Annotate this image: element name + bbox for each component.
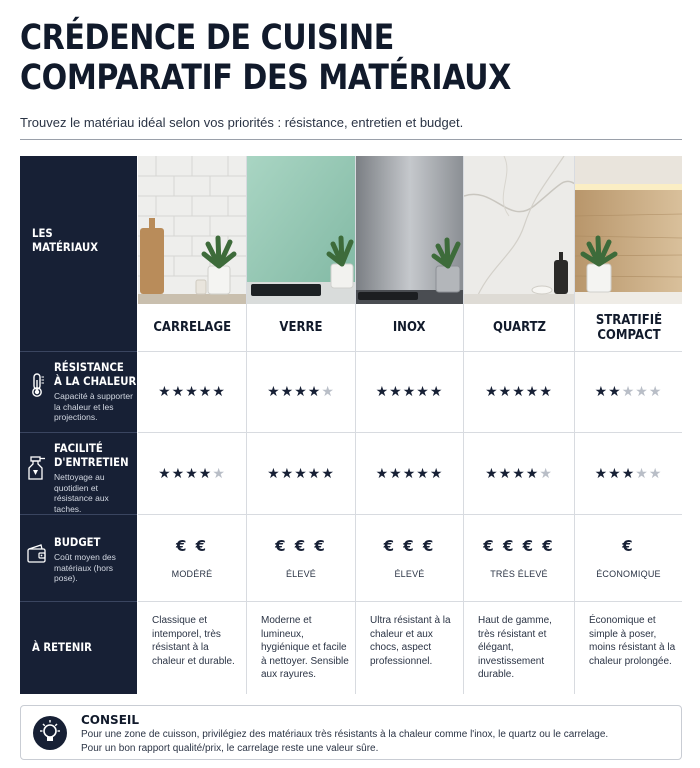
material-column-quartz	[464, 156, 575, 694]
star-filled-icon: ★	[158, 465, 172, 482]
material-note: Classique et intemporel, très résistant à la chaleur et durable.	[152, 615, 235, 667]
star-filled-icon: ★	[594, 465, 609, 482]
price-symbols: € € €	[383, 537, 436, 555]
cleaning-rating-quartz	[464, 433, 574, 515]
row-header-cleaning	[20, 433, 137, 515]
star-filled-icon: ★	[280, 384, 295, 400]
material-name: QUARTZ	[464, 304, 574, 352]
row-label-cleaning: FACILITÉ D'ENTRETIEN	[54, 441, 129, 469]
star-filled-icon: ★	[498, 465, 513, 482]
star-filled-icon: ★	[416, 465, 430, 482]
tip-line-1: Pour une zone de cuisson, privilégiez des matériaux très résistants à la chaleur comme l'inox, le quartz ou le carrelage.	[81, 729, 609, 740]
comparison-table	[20, 156, 682, 694]
cleaning-rating-verre	[247, 433, 355, 515]
star-filled-icon: ★	[608, 465, 622, 482]
material-name: INOX	[356, 304, 463, 352]
note-verre	[247, 602, 355, 694]
thermometer-icon	[26, 372, 48, 398]
star-empty-icon: ★	[635, 384, 649, 400]
star-filled-icon: ★	[512, 384, 526, 400]
star-filled-icon: ★	[525, 465, 540, 482]
star-filled-icon: ★	[498, 384, 513, 400]
photo-carrelage	[138, 156, 246, 304]
heat-rating-carrelage	[138, 352, 246, 433]
material-note: Moderne et lumineux, hygiénique et facile à nettoyer. Sensible aux rayures.	[261, 615, 349, 680]
title-line-2: COMPARATIF DES MATÉRIAUX	[20, 58, 511, 98]
price-symbols: € € € €	[483, 537, 555, 555]
star-filled-icon: ★	[267, 384, 281, 400]
star-filled-icon: ★	[621, 465, 636, 482]
star-filled-icon: ★	[198, 384, 213, 400]
star-filled-icon: ★	[294, 465, 308, 482]
row-header-heat	[20, 352, 137, 433]
tip-box	[20, 705, 682, 760]
star-filled-icon: ★	[594, 384, 609, 400]
row-header-materials	[20, 156, 137, 352]
heat-rating-verre	[247, 352, 355, 433]
star-empty-icon: ★	[621, 384, 636, 400]
star-filled-icon: ★	[294, 384, 308, 400]
note-carrelage	[138, 602, 246, 694]
row-desc-budget: Coût moyen des matériaux (hors pose).	[54, 552, 116, 583]
material-note: Économique et simple à poser, moins résistant à la chaleur prolongée.	[589, 615, 676, 667]
star-empty-icon: ★	[635, 465, 649, 482]
star-filled-icon: ★	[429, 465, 444, 482]
page-subtitle: Trouvez le matériau idéal selon vos priorités : résistance, entretien et budget.	[20, 115, 464, 130]
star-empty-icon: ★	[212, 465, 226, 482]
star-filled-icon: ★	[307, 384, 322, 400]
header-divider	[20, 139, 682, 140]
star-filled-icon: ★	[321, 465, 335, 482]
row-header-column	[20, 156, 137, 694]
price-level: ÉLEVÉ	[285, 569, 317, 579]
row-desc-cleaning: Nettoyage au quotidien et résistance aux taches.	[54, 472, 109, 514]
star-filled-icon: ★	[525, 384, 540, 400]
material-name: CARRELAGE	[138, 304, 246, 352]
price-symbols: € €	[175, 537, 209, 555]
star-filled-icon: ★	[402, 384, 417, 400]
star-filled-icon: ★	[389, 465, 403, 482]
material-note: Ultra résistant à la chaleur et aux chocs, aspect professionnel.	[370, 615, 451, 667]
material-note: Haut de gamme, très résistant et élégant, investissement durable.	[478, 615, 552, 680]
star-filled-icon: ★	[171, 465, 186, 482]
star-filled-icon: ★	[307, 465, 322, 482]
cleaning-rating-carrelage	[138, 433, 246, 515]
page-title	[20, 18, 680, 98]
star-rating	[356, 433, 463, 514]
heat-rating-quartz	[464, 352, 574, 433]
star-filled-icon: ★	[375, 384, 390, 400]
price-symbols: €	[622, 537, 635, 555]
tip-title: CONSEIL	[81, 713, 140, 727]
star-empty-icon: ★	[539, 465, 553, 482]
star-filled-icon: ★	[198, 465, 213, 482]
star-rating	[247, 433, 355, 514]
star-filled-icon: ★	[280, 465, 295, 482]
star-filled-icon: ★	[158, 384, 172, 400]
cleaning-rating-inox	[356, 433, 463, 515]
spray-bottle-icon	[26, 455, 48, 481]
lightbulb-icon	[33, 716, 67, 750]
row-header-budget	[20, 515, 137, 602]
material-name: STRATIFIÉ COMPACT	[575, 304, 682, 352]
star-filled-icon: ★	[485, 384, 499, 400]
star-filled-icon: ★	[171, 384, 186, 400]
star-rating	[575, 433, 682, 514]
row-label-heat: RÉSISTANCE À LA CHALEUR	[54, 360, 137, 388]
star-filled-icon: ★	[402, 465, 417, 482]
star-filled-icon: ★	[185, 465, 199, 482]
material-column-carrelage	[138, 156, 247, 694]
material-column-inox	[356, 156, 464, 694]
row-label-budget: BUDGET	[54, 535, 101, 549]
wallet-icon	[26, 541, 48, 567]
star-empty-icon: ★	[648, 465, 663, 482]
budget-carrelage	[138, 515, 246, 602]
heat-rating-stratifie	[575, 352, 682, 433]
price-level: MODÉRÉ	[171, 569, 213, 579]
photo-inox	[356, 156, 463, 304]
material-name: VERRE	[247, 304, 355, 352]
note-quartz	[464, 602, 574, 694]
tip-line-2: Pour un bon rapport qualité/prix, le carrelage reste une valeur sûre.	[81, 743, 379, 754]
star-filled-icon: ★	[389, 384, 403, 400]
heat-rating-inox	[356, 352, 463, 433]
star-filled-icon: ★	[608, 384, 622, 400]
photo-verre	[247, 156, 355, 304]
star-empty-icon: ★	[321, 384, 335, 400]
title-line-1: CRÉDENCE DE CUISINE	[20, 18, 394, 58]
star-rating	[138, 352, 246, 432]
row-label-materials: LES MATÉRIAUX	[32, 226, 99, 254]
star-rating	[464, 352, 574, 432]
budget-quartz	[464, 515, 574, 602]
price-symbols: € € €	[275, 537, 327, 555]
note-stratifie	[575, 602, 682, 694]
star-filled-icon: ★	[267, 465, 281, 482]
photo-quartz	[464, 156, 574, 304]
budget-verre	[247, 515, 355, 602]
star-rating	[464, 433, 574, 514]
star-rating	[575, 352, 682, 432]
star-filled-icon: ★	[212, 384, 226, 400]
star-rating	[138, 433, 246, 514]
star-filled-icon: ★	[539, 384, 553, 400]
photo-stratifie	[575, 156, 682, 304]
price-level: ÉLEVÉ	[394, 569, 425, 579]
price-level: ÉCONOMIQUE	[596, 569, 661, 579]
material-column-verre	[247, 156, 356, 694]
star-filled-icon: ★	[512, 465, 526, 482]
star-filled-icon: ★	[375, 465, 390, 482]
star-filled-icon: ★	[416, 384, 430, 400]
budget-stratifie	[575, 515, 682, 602]
star-rating	[247, 352, 355, 432]
star-empty-icon: ★	[648, 384, 663, 400]
row-desc-heat: Capacité à supporter la chaleur et les projections.	[54, 391, 133, 422]
star-filled-icon: ★	[185, 384, 199, 400]
cleaning-rating-stratifie	[575, 433, 682, 515]
price-level: TRÈS ÉLEVÉ	[490, 569, 548, 579]
row-label-retain: À RETENIR	[32, 640, 92, 654]
star-filled-icon: ★	[429, 384, 444, 400]
material-column-stratifie	[575, 156, 682, 694]
star-filled-icon: ★	[485, 465, 499, 482]
budget-inox	[356, 515, 463, 602]
row-header-retain	[20, 602, 137, 694]
star-rating	[356, 352, 463, 432]
note-inox	[356, 602, 463, 694]
